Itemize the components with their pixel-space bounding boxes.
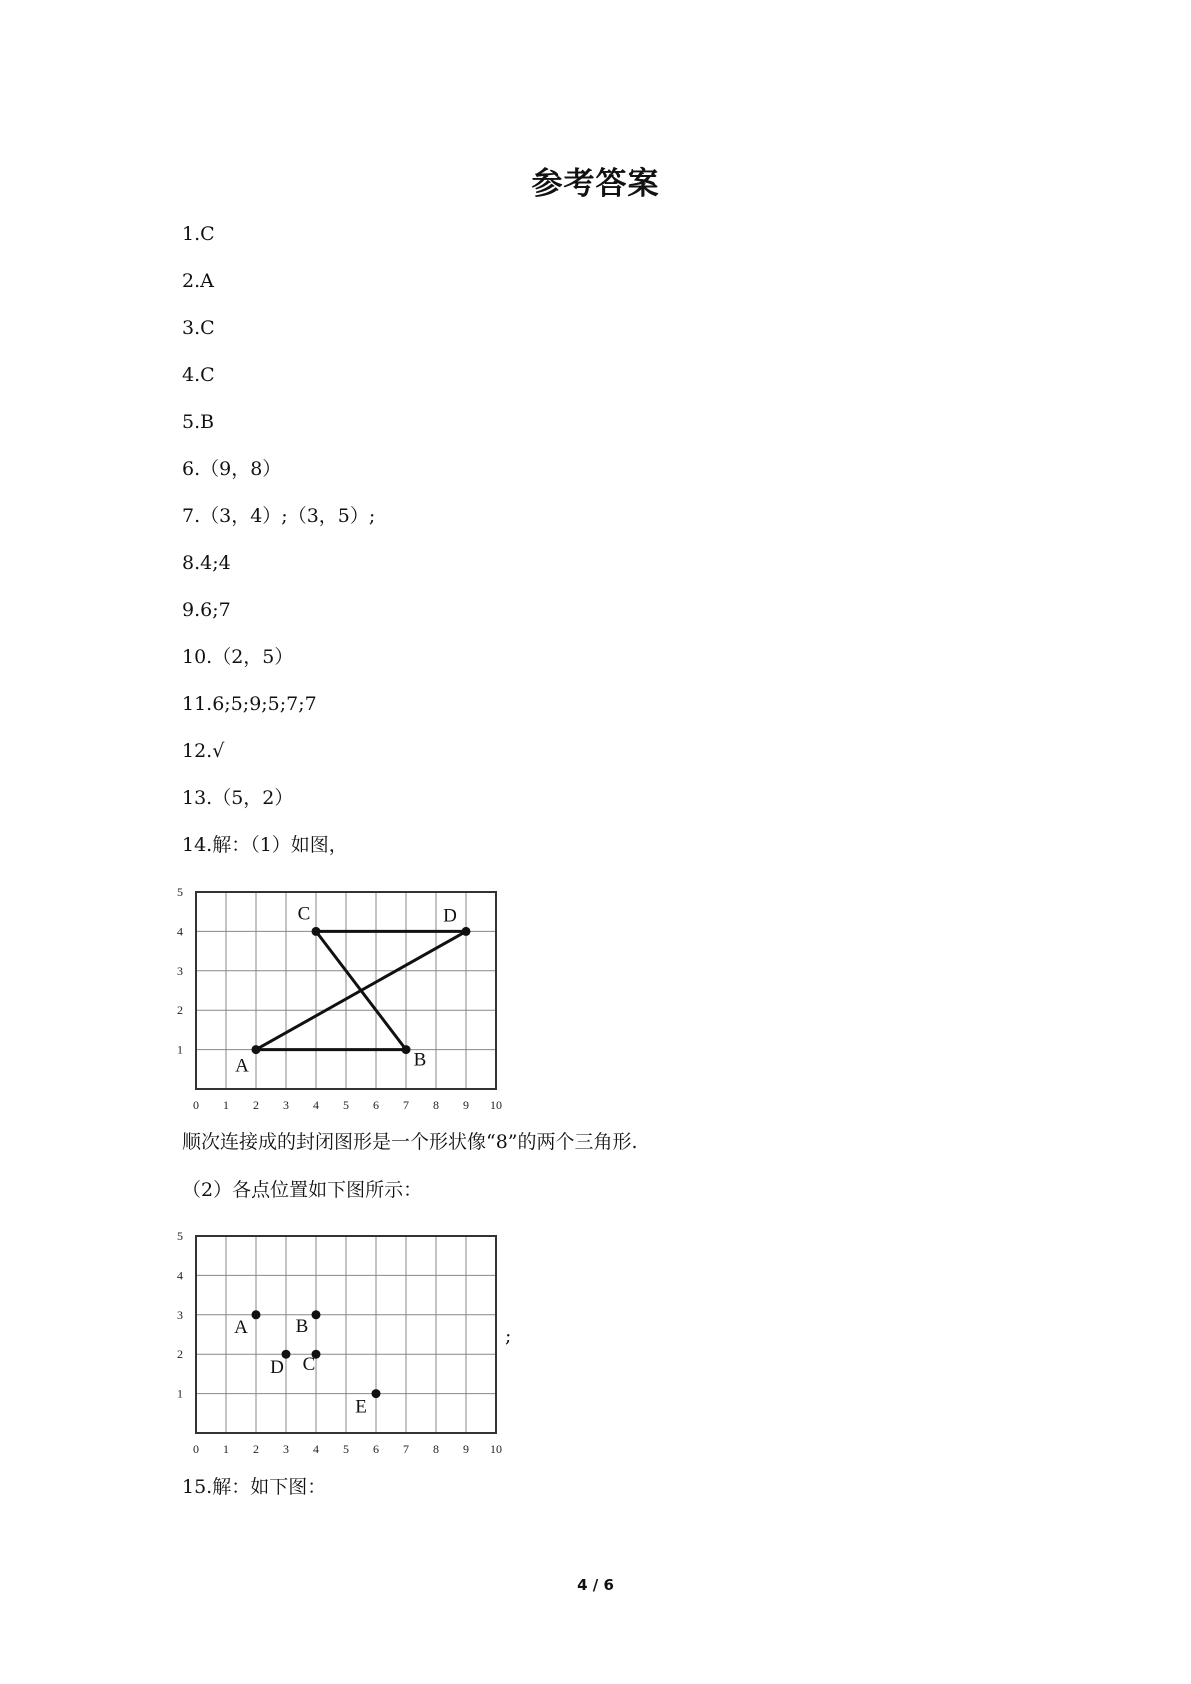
y-tick-label: 5	[177, 1229, 183, 1243]
point-label-c: C	[297, 903, 311, 925]
x-tick-label: 3	[283, 1442, 289, 1456]
x-tick-label: 7	[403, 1442, 409, 1456]
y-tick-label: 5	[177, 885, 183, 899]
answer-12: 12.√	[182, 740, 225, 762]
page-title: 参考答案	[531, 166, 660, 202]
point-a	[252, 1045, 261, 1054]
point-label-c: C	[302, 1354, 316, 1376]
segment-da	[256, 931, 466, 1049]
y-tick-label: 2	[177, 1003, 183, 1018]
point-label-e: E	[355, 1396, 367, 1418]
point-label-b: B	[295, 1315, 309, 1337]
x-tick-label: 7	[403, 1098, 409, 1112]
point-d	[462, 927, 471, 936]
point-label-b: B	[413, 1049, 427, 1071]
x-tick-label: 6	[373, 1098, 379, 1112]
x-tick-label: 10	[490, 1442, 502, 1456]
answer-2: 2.A	[182, 270, 214, 292]
trailing-semicolon: ;	[505, 1325, 512, 1347]
y-tick-label: 4	[177, 924, 183, 939]
y-tick-label: 2	[177, 1347, 183, 1362]
x-tick-label: 9	[463, 1098, 469, 1112]
x-tick-label: 8	[433, 1442, 439, 1456]
x-tick-label: 5	[343, 1098, 349, 1112]
answer-4: 4.C	[182, 364, 215, 386]
answer-7: 7.（3，4）;（3，5）;	[182, 505, 376, 527]
answer-5: 5.B	[182, 411, 215, 433]
point-label-a: A	[234, 1316, 248, 1338]
x-tick-label: 2	[253, 1098, 259, 1112]
answer-14-conclusion: 顺次连接成的封闭图形是一个形状像“8”的两个三角形.	[182, 1131, 638, 1153]
point-b	[312, 1310, 321, 1319]
coordinate-grid-chart-1	[172, 878, 522, 1112]
x-tick-label: 3	[283, 1098, 289, 1112]
x-tick-label: 9	[463, 1442, 469, 1456]
point-b	[402, 1045, 411, 1054]
x-tick-label: 5	[343, 1442, 349, 1456]
answer-1: 1.C	[182, 223, 215, 245]
y-tick-label: 3	[177, 1307, 183, 1322]
x-tick-label: 10	[490, 1098, 502, 1112]
y-tick-label: 1	[177, 1042, 183, 1057]
answer-13: 13.（5，2）	[182, 787, 294, 809]
x-tick-label: 8	[433, 1098, 439, 1112]
x-tick-label: 4	[313, 1442, 319, 1456]
point-label-d: D	[443, 905, 457, 927]
x-tick-label: 1	[223, 1442, 229, 1456]
point-label-d: D	[270, 1357, 284, 1379]
answer-15-intro: 15.解：如下图：	[182, 1476, 327, 1498]
answer-9: 9.6;7	[182, 599, 231, 621]
answer-11: 11.6;5;9;5;7;7	[182, 693, 317, 715]
x-tick-label: 0	[193, 1098, 199, 1112]
answer-8: 8.4;4	[182, 552, 231, 574]
x-tick-label: 1	[223, 1098, 229, 1112]
point-c	[312, 927, 321, 936]
x-tick-label: 2	[253, 1442, 259, 1456]
x-tick-label: 6	[373, 1442, 379, 1456]
y-tick-label: 4	[177, 1268, 183, 1283]
point-a	[252, 1310, 261, 1319]
y-tick-label: 3	[177, 963, 183, 978]
coordinate-grid-chart-2	[172, 1222, 522, 1456]
answer-14-part2: （2）各点位置如下图所示：	[182, 1179, 423, 1201]
point-e	[372, 1389, 381, 1398]
x-tick-label: 0	[193, 1442, 199, 1456]
y-tick-label: 1	[177, 1386, 183, 1401]
page-number: 4 / 6	[577, 1576, 614, 1594]
x-tick-label: 4	[313, 1098, 319, 1112]
point-label-a: A	[235, 1055, 249, 1077]
answer-10: 10.（2，5）	[182, 646, 294, 668]
answer-6: 6.（9，8）	[182, 458, 282, 480]
answer-3: 3.C	[182, 317, 215, 339]
answer-14-intro: 14.解：（1）如图，	[182, 834, 348, 856]
